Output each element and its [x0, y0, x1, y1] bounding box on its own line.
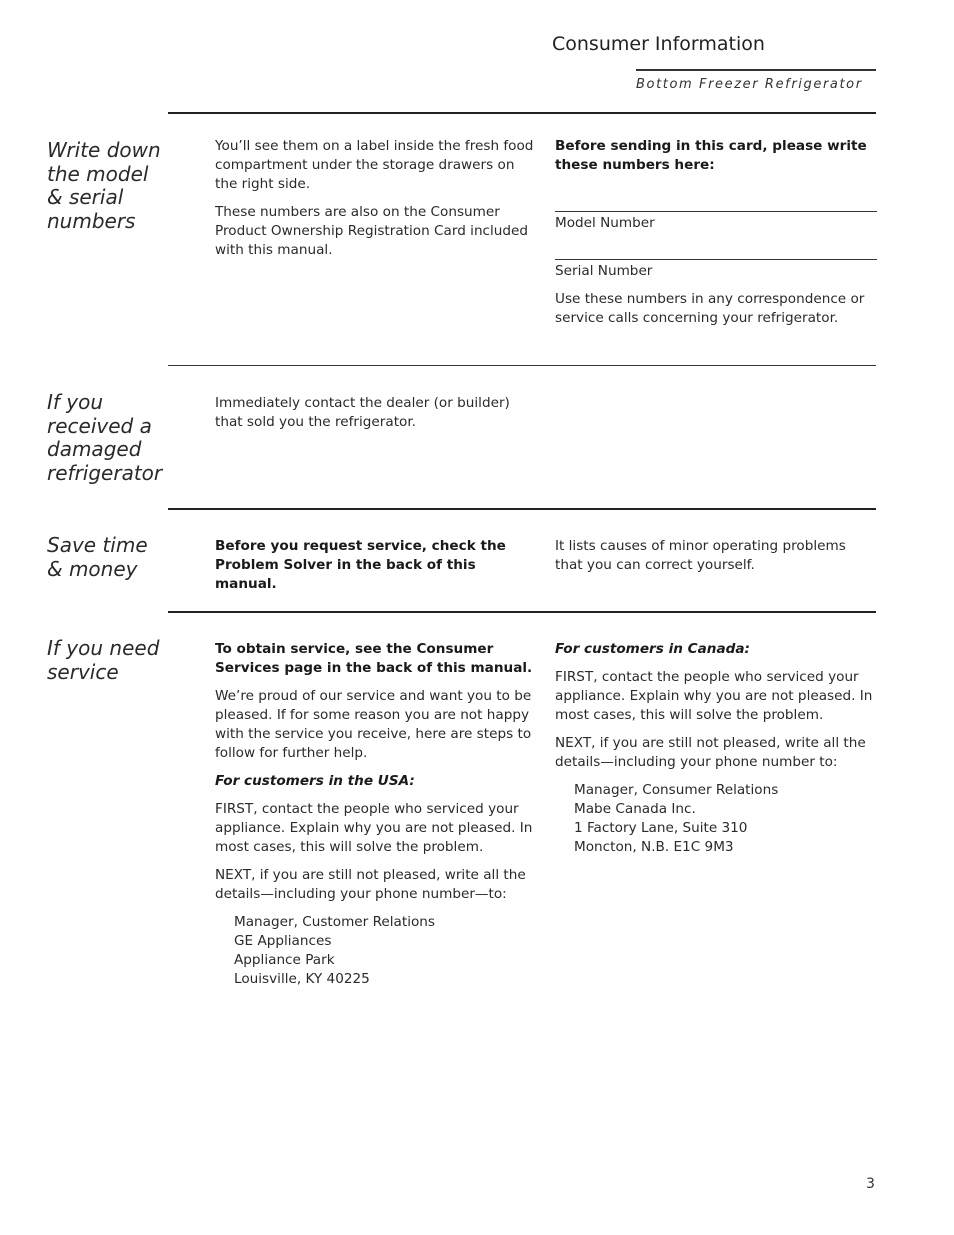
canada-first-step: FIRST, contact the people who serviced your appliance. Explain why you are not pleased. In most cases, this will solve the problem.: [555, 669, 873, 723]
address-line: Mabe Canada Inc.: [574, 801, 696, 817]
model-number-field[interactable]: [555, 211, 877, 212]
section-title-save-time: Save time & money: [47, 533, 148, 581]
model-number-label: Model Number: [555, 215, 655, 231]
usa-service-column: [215, 640, 535, 998]
section-divider: [168, 508, 876, 510]
address-line: Manager, Customer Relations: [234, 914, 436, 930]
minor-problems-text: It lists causes of minor operating problems that you can correct yourself.: [555, 538, 846, 573]
address-line: Moncton, N.B. E1C 9M3: [574, 839, 734, 855]
section-divider: [168, 611, 876, 613]
usa-address: [234, 913, 535, 989]
usa-heading: For customers in the USA:: [215, 773, 415, 789]
service-intro-text: We’re proud of our service and want you to be pleased. If for some reason you are not happy with the service you receive, here are steps to follow for further help.: [215, 688, 532, 761]
number-record-form: [555, 137, 877, 337]
model-serial-info: [215, 137, 535, 269]
canada-heading: For customers in Canada:: [555, 641, 750, 657]
label-location-text: You’ll see them on a label inside the fresh food compartment under the storage drawers on the right side.: [215, 138, 534, 192]
problem-solver-text: Before you request service, check the Problem Solver in the back of this manual.: [215, 538, 506, 592]
address-line: Manager, Consumer Relations: [574, 782, 779, 798]
record-numbers-intro: Before sending in this card, please write these numbers here:: [555, 138, 867, 173]
serial-number-label: Serial Number: [555, 263, 653, 279]
page-number: 3: [866, 1176, 875, 1192]
address-line: Louisville, KY 40225: [234, 971, 370, 987]
numbers-usage-note: Use these numbers in any correspondence or service calls concerning your refrigerator.: [555, 291, 865, 326]
canada-address: [574, 781, 877, 857]
service-intro-bold: To obtain service, see the Consumer Services page in the back of this manual.: [215, 641, 533, 676]
section-divider: [168, 112, 876, 114]
usa-first-step: FIRST, contact the people who serviced your appliance. Explain why you are not pleased. In most cases, this will solve the problem.: [215, 801, 533, 855]
page-header-title: Consumer Information: [552, 33, 765, 55]
damaged-contact-text: Immediately contact the dealer (or builder) that sold you the refrigerator.: [215, 395, 510, 430]
header-rule: [636, 69, 876, 71]
section-divider: [168, 365, 876, 366]
canada-service-column: [555, 640, 877, 866]
address-line: Appliance Park: [234, 952, 335, 968]
canada-next-step: NEXT, if you are still not pleased, write all the details—including your phone number to:: [555, 735, 866, 770]
section-title-need-service: If you need service: [47, 636, 160, 684]
address-line: 1 Factory Lane, Suite 310: [574, 820, 748, 836]
registration-card-text: These numbers are also on the Consumer Product Ownership Registration Card included with this manual.: [215, 204, 529, 258]
section-title-model-serial: Write down the model & serial numbers: [47, 138, 161, 233]
address-line: GE Appliances: [234, 933, 332, 949]
section-title-damaged: If you received a damaged refrigerator: [47, 390, 163, 485]
serial-number-field[interactable]: [555, 259, 877, 260]
page-header-subtitle: Bottom Freezer Refrigerator: [636, 77, 863, 92]
usa-next-step: NEXT, if you are still not pleased, write all the details—including your phone number—to:: [215, 867, 526, 902]
